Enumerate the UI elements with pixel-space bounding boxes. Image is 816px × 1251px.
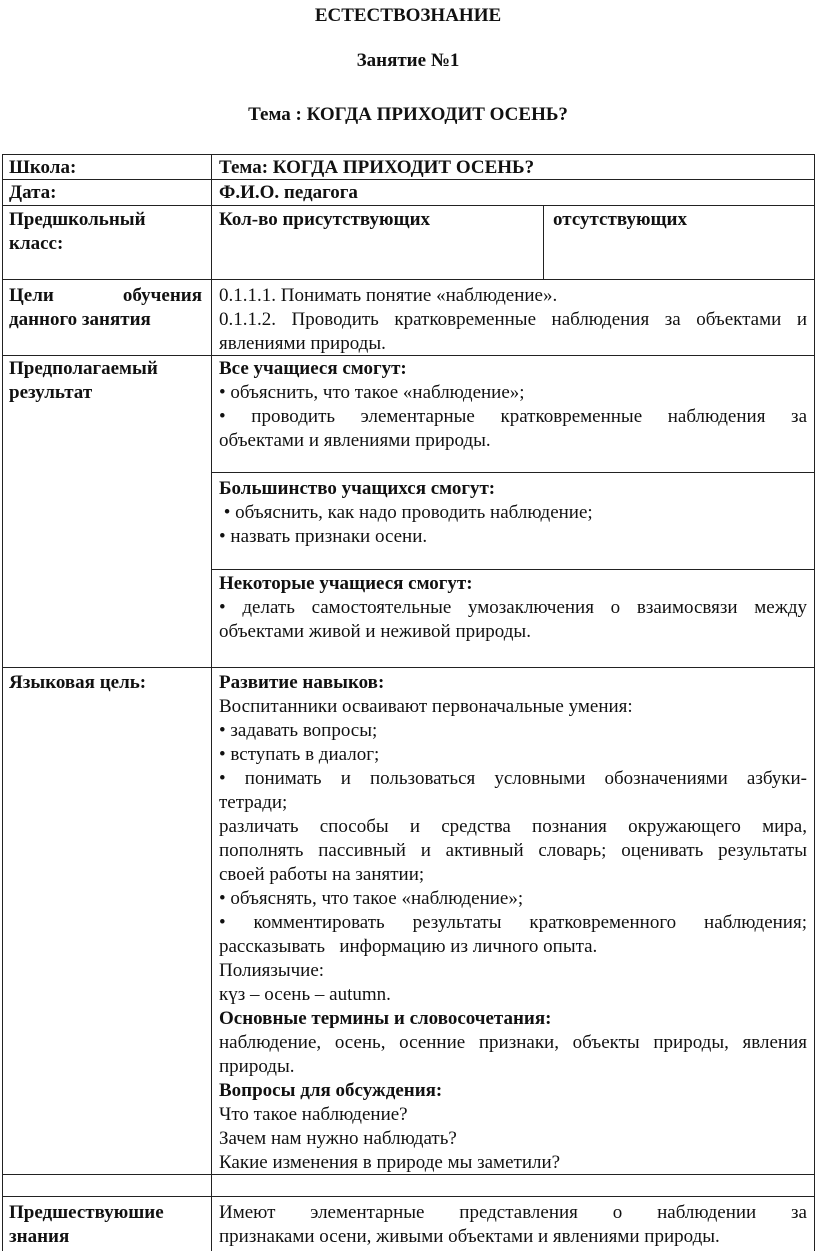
goals-label	[9, 284, 202, 332]
school-label: Школа:	[9, 157, 77, 178]
class-label	[9, 208, 204, 256]
prior-knowledge-text-continued: признаками осени, живыми объектами и явлениями природы.	[219, 1226, 720, 1247]
outcome-item-continued: объектами и явлениями природы.	[219, 430, 491, 451]
outcome-item: • объяснить, что такое «наблюдение»;	[219, 382, 525, 403]
outcome-item: • назвать признаки осени.	[219, 526, 428, 547]
present-count-label: Кол-во присутствующих	[219, 209, 431, 230]
key-terms-title: Основные термины и словосочетания:	[219, 1008, 552, 1029]
skill-item-continued: пополнять пассивный и активный словарь; оценивать результаты	[219, 840, 807, 861]
goal-item: 0.1.1.2. Проводить кратковременные наблюдения за объектами и	[219, 309, 807, 330]
most-students-block	[219, 477, 807, 549]
table-row-divider	[2, 205, 815, 206]
skill-item: • вступать в диалог;	[219, 744, 380, 765]
goal-item: 0.1.1.1. Понимать понятие «наблюдение».	[219, 285, 558, 306]
goal-item-continued: явлениями природы.	[219, 333, 386, 354]
discussion-question: Что такое наблюдение?	[219, 1104, 408, 1125]
discussion-question: Зачем нам нужно наблюдать?	[219, 1128, 457, 1149]
lesson-topic: Тема : КОГДА ПРИХОДИТ ОСЕНЬ?	[248, 104, 568, 125]
outcome-item-continued: объектами живой и неживой природы.	[219, 621, 531, 642]
prior-knowledge-text: Имеют элементарные представления о наблюдении за	[219, 1202, 807, 1223]
all-students-title: Все учащиеся смогут:	[219, 358, 407, 379]
class-label-line: класс:	[9, 233, 64, 254]
class-label-line: Предшкольный	[9, 209, 146, 230]
outcome-item: • объяснить, как надо проводить наблюдение;	[219, 502, 593, 523]
expected-result-label	[9, 357, 204, 405]
lesson-number: Занятие №1	[356, 50, 460, 71]
skill-item: различать способы и средства познания окружающего мира,	[219, 816, 807, 837]
most-students-title: Большинство учащихся смогут:	[219, 478, 496, 499]
outcome-item: • делать самостоятельные умозаключения о взаимосвязи между	[219, 597, 807, 618]
skill-item: • комментировать результаты кратковременного наблюдения;	[219, 912, 807, 933]
skill-item-continued: тетради;	[219, 792, 288, 813]
expected-result-label-line: Предполагаемый	[9, 358, 158, 379]
skill-item: • задавать вопросы;	[219, 720, 378, 741]
language-goal-content	[219, 671, 807, 1175]
multilingual-terms: күз – осень – autumn.	[219, 984, 391, 1005]
teacher-name-label: Ф.И.О. педагога	[219, 182, 358, 203]
table-row-divider	[2, 667, 815, 668]
topic-value: Тема: КОГДА ПРИХОДИТ ОСЕНЬ?	[219, 157, 535, 178]
table-border-top	[2, 154, 815, 155]
goals-label-line: данного занятия	[9, 309, 151, 330]
table-subrow-divider	[211, 569, 815, 570]
key-terms-continued: природы.	[219, 1056, 295, 1077]
table-border-left	[2, 154, 3, 1251]
all-students-block	[219, 357, 807, 453]
table-row-divider	[2, 279, 815, 280]
goals-content	[219, 284, 807, 356]
some-students-block	[219, 572, 807, 644]
absent-count-label: отсутствующих	[553, 209, 687, 230]
key-terms: наблюдение, осень, осенние признаки, объекты природы, явления	[219, 1032, 807, 1053]
discussion-questions-title: Вопросы для обсуждения:	[219, 1080, 443, 1101]
table-border-right	[814, 154, 815, 1251]
document-subject: ЕСТЕСТВОЗНАНИЕ	[314, 5, 502, 26]
prior-knowledge-label	[9, 1201, 204, 1249]
table-subrow-divider	[211, 472, 815, 473]
multilingual-label: Полиязычие:	[219, 960, 325, 981]
prior-knowledge-content	[219, 1201, 807, 1249]
skills-intro: Воспитанники осваивают первоначальные умения:	[219, 696, 633, 717]
goals-label-line: Цели обучения	[9, 285, 202, 306]
outcome-item: • проводить элементарные кратковременные наблюдения за	[219, 406, 807, 427]
language-goal-label: Языковая цель:	[9, 672, 147, 693]
skills-title: Развитие навыков:	[219, 672, 385, 693]
prior-knowledge-label-line: Предшествуюшие	[9, 1202, 164, 1223]
skill-item-continued: рассказывать информацию из личного опыта.	[219, 936, 598, 957]
table-row-divider	[2, 1196, 815, 1197]
table-column-divider	[211, 154, 212, 1251]
date-label: Дата:	[9, 182, 57, 203]
prior-knowledge-label-line: знания	[9, 1226, 70, 1247]
expected-result-label-line: результат	[9, 382, 93, 403]
skill-item-continued: своей работы на занятии;	[219, 864, 425, 885]
skill-item: • объяснять, что такое «наблюдение»;	[219, 888, 524, 909]
skill-item: • понимать и пользоваться условными обозначениями азбуки-	[219, 768, 807, 789]
discussion-question: Какие изменения в природе мы заметили?	[219, 1152, 561, 1173]
table-subcolumn-divider	[543, 205, 544, 280]
some-students-title: Некоторые учащиеся смогут:	[219, 573, 473, 594]
